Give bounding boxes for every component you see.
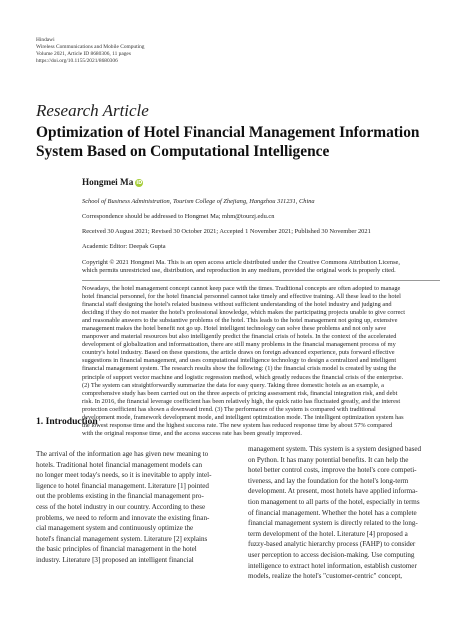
author-name: Hongmei Ma <box>82 177 134 187</box>
body-line: cial management system and continuously optimize the <box>36 524 194 533</box>
body-line: hotel's financial management system. Literature [2] explains <box>36 534 208 543</box>
body-line: financial management system is directly related to the long- <box>248 519 418 528</box>
abstract-line: manpower and material resources but also intelligently predict the financial crisis of hotels. In the context of the accelerated <box>82 333 397 341</box>
left-column <box>36 449 236 566</box>
body-line: intelligence to extract hotel information, establish customer <box>248 561 417 570</box>
abstract-line: the lowest response time and the highest success rate. The new system has reduced response time by about 57% compared <box>82 421 393 429</box>
body-line: models, realize the hotel's "customer-centric" concept, <box>248 572 403 581</box>
publication-dates: Received 30 August 2021; Revised 30 October 2021; Accepted 1 November 2021; Published 30 November 2021 <box>82 228 371 235</box>
abstract-line: (2) The system can straightforwardly summarize the data for easy query. Taking three domestic hotels as an example, a <box>82 381 384 389</box>
right-column <box>248 444 448 582</box>
abstract-line: development of globalization and informatization, there are still many problems in the financial management process of my <box>82 341 396 349</box>
abstract-line: financial staff designing the hotel's related business without sufficient understanding of the hotel industry and judging and <box>82 301 392 309</box>
body-line: industry. Literature [3] proposed an intelligent financial <box>36 555 194 564</box>
abstract-line: protection coefficient has shown a downward trend. (3) The performance of the system is compared with traditional <box>82 405 376 413</box>
abstract-line: Nowadays, the hotel management concept cannot keep pace with the times. Traditional concepts are often adopted to manage <box>82 285 401 292</box>
body-line: hotel better control costs, improve the hotel's core competi- <box>248 466 417 475</box>
body-line: fuzzy-based analytic hierarchy process (FAHP) to consider <box>248 540 416 549</box>
academic-editor: Academic Editor: Deepak Gupta <box>82 243 166 250</box>
body-line: the basic principles of financial management in the hotel <box>36 545 197 554</box>
author-line <box>82 177 143 187</box>
abstract-line: comprehensive study has been carried out on the three aspects of pricing assessment risk, financial integration risk, and debt <box>82 389 398 397</box>
abstract-line: suggestions in financial management, and uses computational intelligence technology to design a centralized and intelligent <box>82 357 397 365</box>
abstract-line: management makes the hotel benefit not go up. Hotel intelligent technology can solve these problems and not only save <box>82 325 387 333</box>
abstract-line: country's hotel industry. Based on these questions, the article draws on foreign advanced experience, puts forward effective <box>82 349 395 357</box>
title-line: System Based on Computational Intelligence <box>36 143 330 160</box>
body-line: cess of the hotel industry in our country. According to these <box>36 502 206 511</box>
body-line: ligence to hotel financial management. Literature [1] pointed <box>36 481 209 490</box>
abstract-line: deciding if they do not master the hotel's professional knowledge, which makes the participating projects unable to give correct <box>82 309 405 317</box>
abstract-line: risk. In 2016, the financial leverage coefficient has been relatively high, the quick ratio has fluctuated greatly, and the interest <box>82 397 401 405</box>
body-line: development. At present, most hotels have applied informa- <box>248 487 418 496</box>
body-line: user perception to access decision-making. Use computing <box>248 550 415 559</box>
copyright-line: Copyright © 2021 Hongmei Ma. This is an open access article distributed under the Creative Commons Attribution License, <box>82 259 400 266</box>
correspondence: Correspondence should be addressed to Hongmei Ma; mhm@tourzj.edu.cn <box>82 213 275 220</box>
journal-header <box>36 37 336 65</box>
abstract-line: with the original response time, and the access success rate has been greatly improved. <box>82 429 303 437</box>
body-line: of financial management. Whether the hotel has a complete <box>248 508 417 517</box>
body-line: tiveness, and lay the foundation for the hotel's long-term <box>248 476 409 485</box>
publisher-name: Hindawi <box>36 37 55 43</box>
article-type: Research Article <box>36 101 149 120</box>
abstract-top-rule <box>82 280 440 281</box>
body-line: no longer meet today's needs, so it is inevitable to apply intel- <box>36 471 212 480</box>
body-line: management system. This system is a system designed based <box>248 445 422 453</box>
section-heading: 1. Introduction <box>36 416 98 427</box>
body-line: The arrival of the information age has given new meaning to <box>36 450 209 458</box>
doi-link[interactable]: https://doi.org/10.1155/2021/8680306 <box>36 58 118 64</box>
abstract-line: principle of support vector machine and logistic regression method, which greatly reduces the financial crisis of the enterprise. <box>82 373 404 381</box>
body-line: on Python. It has many potential benefits. It can help the <box>248 455 409 464</box>
abstract-line: and reasonable answers to the substantive problems of the hotel. This leads to the hotel management not going up, extensive <box>82 317 398 325</box>
abstract-line: development mode, framework development mode, and intelligent optimization mode. The intelligent optimization system has <box>82 413 404 421</box>
abstract <box>82 285 440 438</box>
body-line: term development of the hotel. Literature [4] proposed a <box>248 529 408 538</box>
title-line: Optimization of Hotel Financial Management Information <box>36 124 420 141</box>
body-line: hotels. Traditional hotel financial management models can <box>36 460 203 469</box>
body-line: out the problems existing in the financial management pro- <box>36 492 204 501</box>
body-line: problems, we need to reform and innovate the existing finan- <box>36 513 210 522</box>
body-line: tion management to all parts of the hotel, especially in terms <box>248 497 420 506</box>
journal-name: Wireless Communications and Mobile Computing <box>36 44 145 50</box>
orcid-icon[interactable]: iD <box>136 180 143 186</box>
abstract-line: hotel financial personnel, for the hotel financial personnel cannot take timely and effective training. All these lead to the hotel <box>82 293 401 301</box>
paper-title <box>36 123 446 161</box>
abstract-line: financial management system. The research results show the following: (1) the financial crisis model is created by using the <box>82 365 397 373</box>
volume-info: Volume 2021, Article ID 8680306, 11 pages <box>36 51 131 57</box>
affiliation: School of Business Administration, Tourism College of Zhejiang, Hangzhou 311231, China <box>82 198 315 205</box>
copyright-line: which permits unrestricted use, distribution, and reproduction in any medium, provided the original work is properly cited. <box>82 267 396 274</box>
